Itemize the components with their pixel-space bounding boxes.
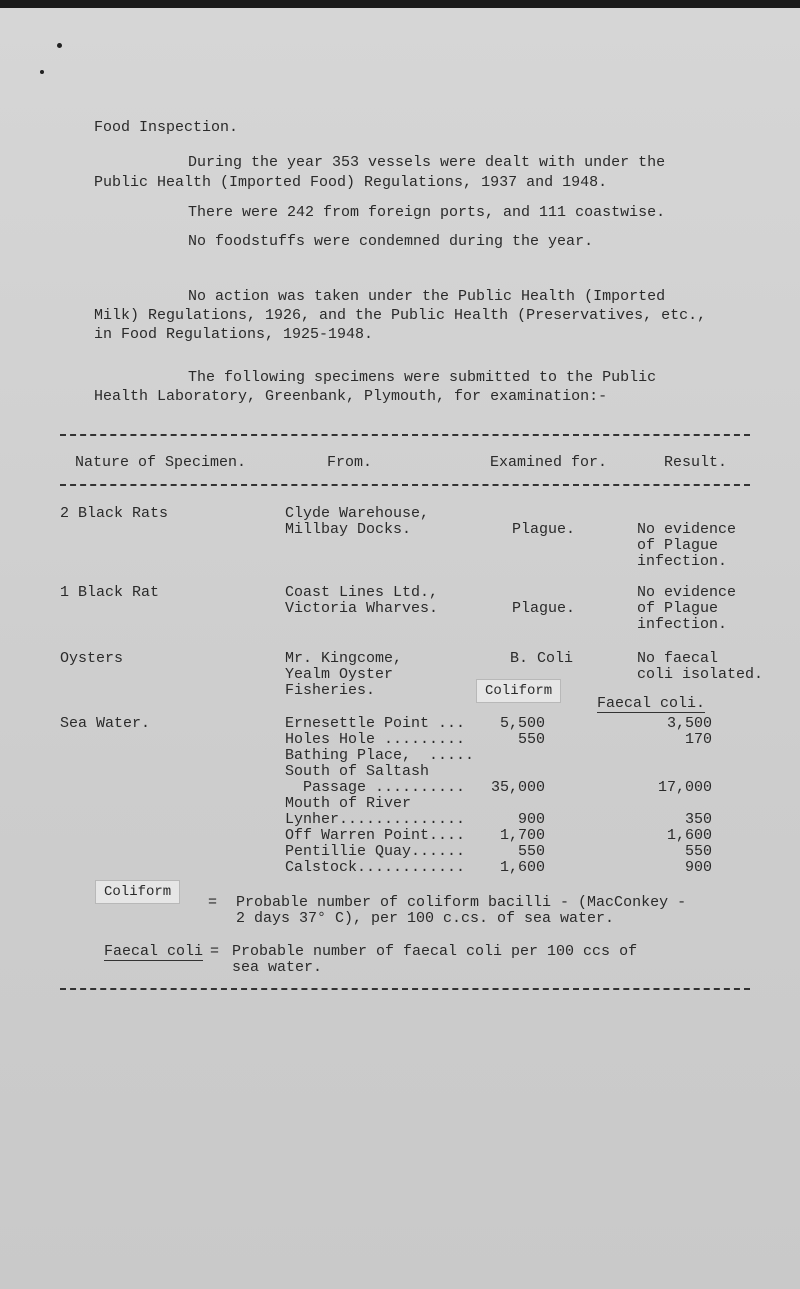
sea-location: Lynher.............. (285, 811, 466, 828)
scan-speck (40, 70, 44, 74)
sea-location: Passage .......... (285, 779, 466, 796)
faecal-value: 1,600 (666, 827, 712, 844)
sea-location: Pentillie Quay...... (285, 843, 466, 860)
sea-location: Bathing Place, ..... (285, 747, 475, 764)
row-from: Victoria Wharves. (285, 600, 439, 617)
faecal-value: 550 (684, 843, 712, 860)
row-specimen: 1 Black Rat (60, 584, 160, 601)
row-examined: B. Coli (510, 650, 574, 667)
row-from: Coast Lines Ltd., (285, 584, 439, 601)
row-specimen: 2 Black Rats (60, 505, 169, 522)
coliform-value: 900 (517, 811, 545, 828)
sea-location: Ernesettle Point ... (285, 715, 466, 732)
table-rule-top (60, 434, 750, 436)
header-specimen: Nature of Specimen. (75, 454, 247, 471)
paragraph-line: There were 242 from foreign ports, and 111 coastwise. (188, 204, 666, 221)
sea-location: Calstock............ (285, 859, 466, 876)
faecal-footnote-eq: = (210, 943, 220, 960)
row-specimen: Oysters (60, 650, 124, 667)
coliform-column-header: Coliform (476, 679, 561, 703)
coliform-value: 550 (517, 731, 545, 748)
header-examined: Examined for. (490, 454, 608, 471)
header-result: Result. (664, 454, 728, 471)
paragraph-line: Public Health (Imported Food) Regulations, 1937 and 1948. (94, 174, 608, 191)
scan-speck (57, 43, 62, 48)
row-result: of Plague (637, 600, 719, 617)
row-result: No evidence (637, 521, 737, 538)
paragraph-line: No foodstuffs were condemned during the year. (188, 233, 594, 250)
table-rule-bottom (60, 988, 750, 990)
paragraph-line: During the year 353 vessels were dealt with under the (188, 154, 666, 171)
row-result: of Plague (637, 537, 719, 554)
coliform-value: 5,500 (499, 715, 545, 732)
faecal-value: 900 (684, 859, 712, 876)
coliform-value: 35,000 (490, 779, 545, 796)
faecal-footnote-text: sea water. (232, 959, 323, 976)
row-result: infection. (637, 616, 728, 633)
row-examined: Plague. (512, 600, 576, 617)
coliform-footnote-label: Coliform (95, 880, 180, 904)
table-rule-header (60, 484, 750, 486)
faecal-value: 350 (684, 811, 712, 828)
row-from: Fisheries. (285, 682, 376, 699)
page-title: Food Inspection. (94, 119, 239, 136)
coliform-value: 550 (517, 843, 545, 860)
faecal-footnote-label: Faecal coli (104, 943, 204, 960)
coliform-footnote-text: 2 days 37° C), per 100 c.cs. of sea water. (236, 910, 615, 927)
coliform-value: 1,600 (499, 859, 545, 876)
faecal-value: 3,500 (666, 715, 712, 732)
row-result: coli isolated. (637, 666, 764, 683)
sea-location: Off Warren Point.... (285, 827, 466, 844)
paragraph-line: No action was taken under the Public Health (Imported (188, 288, 666, 305)
coliform-value: 1,700 (499, 827, 545, 844)
sea-location: Mouth of River (285, 795, 412, 812)
sea-location: South of Saltash (285, 763, 430, 780)
row-from: Yealm Oyster (285, 666, 394, 683)
faecal-value: 17,000 (657, 779, 712, 796)
faecal-column-header: Faecal coli. (597, 695, 706, 712)
sea-location: Holes Hole ......... (285, 731, 466, 748)
row-specimen: Sea Water. (60, 715, 151, 732)
row-from: Mr. Kingcome, (285, 650, 403, 667)
row-from: Millbay Docks. (285, 521, 412, 538)
paragraph-line: The following specimens were submitted to the Public (188, 369, 657, 386)
paragraph-line: Health Laboratory, Greenbank, Plymouth, for examination:- (94, 388, 608, 405)
row-result: No faecal (637, 650, 719, 667)
paragraph-line: Milk) Regulations, 1926, and the Public Health (Preservatives, etc., (94, 307, 707, 324)
faecal-value: 170 (684, 731, 712, 748)
coliform-footnote-eq: = (208, 894, 218, 911)
scan-border (0, 0, 800, 8)
faecal-footnote-text: Probable number of faecal coli per 100 ccs of (232, 943, 638, 960)
row-from: Clyde Warehouse, (285, 505, 430, 522)
coliform-footnote-text: Probable number of coliform bacilli - (MacConkey - (236, 894, 687, 911)
row-examined: Plague. (512, 521, 576, 538)
row-result: No evidence (637, 584, 737, 601)
row-result: infection. (637, 553, 728, 570)
header-from: From. (327, 454, 373, 471)
paragraph-line: in Food Regulations, 1925-1948. (94, 326, 374, 343)
